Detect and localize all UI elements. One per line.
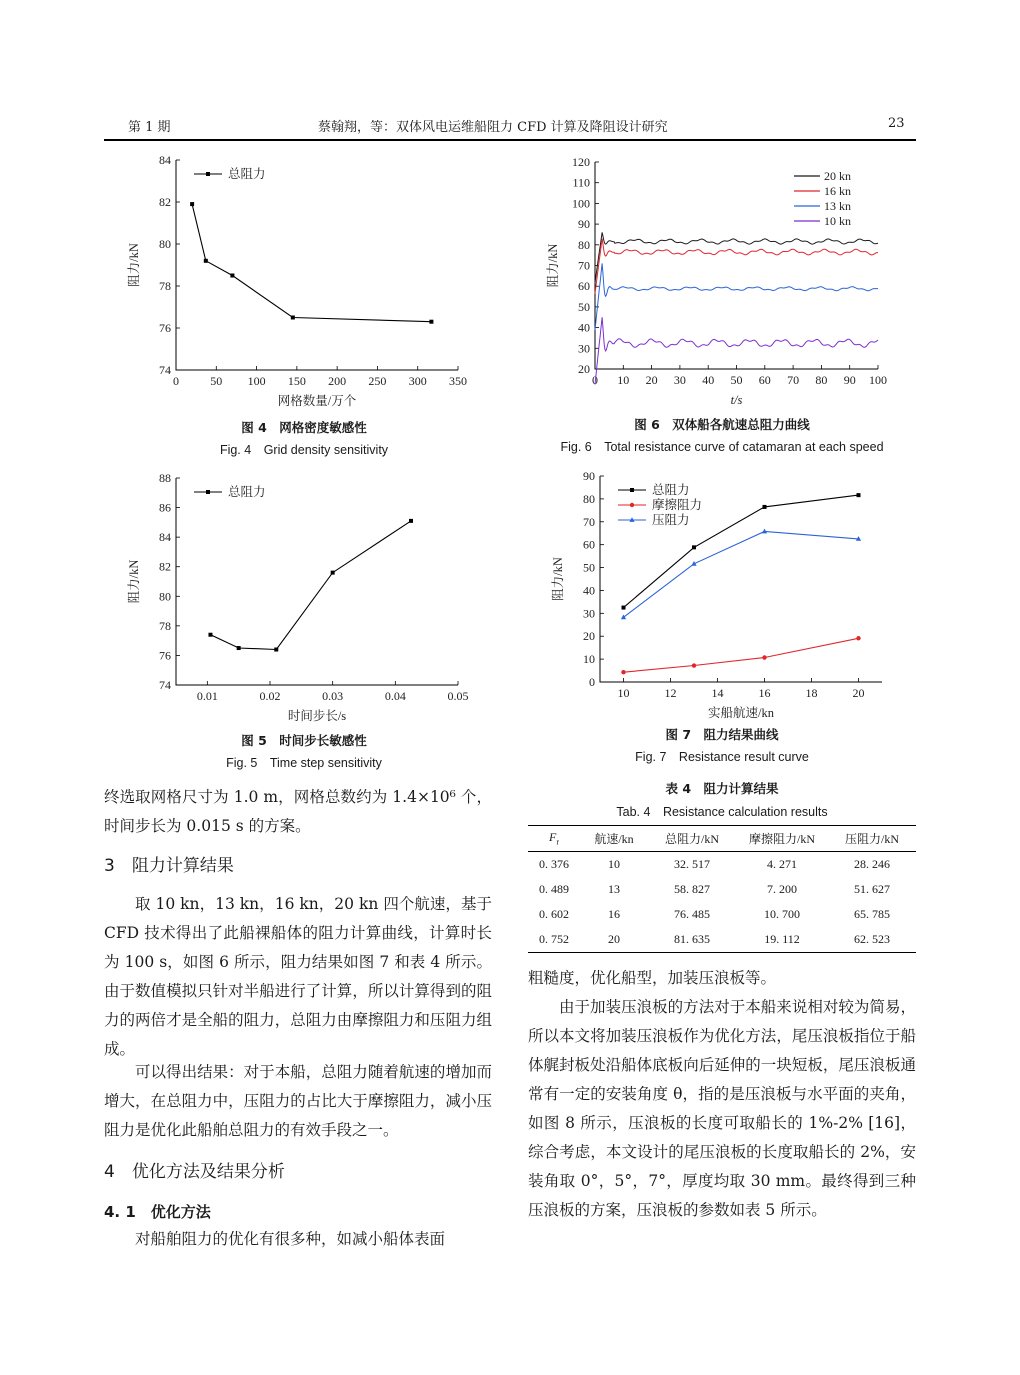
cell: 16 — [608, 907, 620, 921]
x-tick-label: 40 — [702, 373, 715, 387]
cell: 58. 827 — [674, 882, 710, 896]
cell: 10 — [608, 857, 620, 871]
paragraph-stern-plate: 由于加装压浪板的方法对于本船来说相对较为简易，所以本文将加装压浪板作为优化方法，尾压浪板指位于船体艉封板处沿船体底板向后延伸的一块短板，尾压浪板通常有一定的安装角度 θ，指的是压浪板与水平面的夹角，如图 8 所示，压浪板的长度可取船长的 1%-2% [16]，综合考虑，本文设计的尾压浪板的长度取船长的 2%，安装角取 0°，5°，7°，厚度均取 30 mm。最终得到三种压浪板的方案，压浪板的参数如表 5 所示。 — [528, 998, 916, 1219]
y-tick-label: 82 — [159, 559, 171, 574]
x-tick-label: 10 — [617, 373, 630, 387]
data-point — [762, 655, 766, 659]
axis-frame — [600, 476, 882, 682]
cell: 13 — [608, 882, 620, 896]
x-tick-label: 30 — [673, 373, 686, 387]
x-tick-label: 0 — [173, 374, 179, 388]
y-tick-label: 84 — [159, 530, 171, 545]
series-line — [624, 531, 859, 617]
y-tick-label: 80 — [159, 589, 171, 604]
y-tick-label: 60 — [583, 537, 595, 552]
cell: 20 — [580, 927, 648, 953]
x-tick-label: 20 — [645, 373, 658, 387]
cell: 81. 635 — [648, 927, 736, 953]
cell: 4. 271 — [767, 857, 797, 871]
data-point — [856, 636, 860, 640]
cell: 51. 627 — [854, 882, 890, 896]
axis-frame — [176, 478, 458, 685]
col-fr-sub: r — [556, 837, 559, 847]
y-tick-label: 110 — [572, 175, 590, 190]
y-tick-label: 70 — [578, 258, 590, 273]
y-tick-label: 84 — [159, 153, 171, 167]
fig7-caption-en: Fig. 7 Resistance result curve — [635, 750, 809, 764]
y-tick-label: 86 — [159, 500, 171, 515]
page-number: 23 — [888, 116, 905, 131]
x-axis-label: t/s — [730, 393, 743, 407]
y-tick-label: 10 — [583, 652, 595, 667]
y-tick-label: 120 — [572, 155, 590, 169]
x-tick-label: 0.03 — [322, 689, 344, 703]
y-tick-label: 90 — [583, 469, 595, 483]
paragraph-results: 取 10 kn，13 kn，16 kn，20 kn 四个航速，基于 CFD 技术得出了此船裸船体的阻力计算曲线，计算时长为 100 s，如图 6 所示，阻力结果如图 7 和表 4 所示。由于数值模拟只针对半船进行了计算，所以计算得到的阻力的两倍才是全船的阻力，总阻力由摩擦阻力和压阻力组成。 — [104, 895, 492, 1058]
legend-label: 16 kn — [824, 184, 851, 198]
y-tick-label: 88 — [159, 471, 171, 485]
paragraph-conclusion: 可以得出结果：对于本船，总阻力随着航速的增加而增大，在总阻力中，压阻力的占比大于摩擦阻力，减小压阻力是优化此船舶总阻力的有效手段之一。 — [104, 1063, 492, 1139]
y-tick-label: 40 — [583, 583, 595, 598]
legend-label: 总阻力 — [652, 483, 690, 497]
series-line — [595, 232, 878, 283]
y-tick-label: 30 — [578, 341, 590, 356]
y-tick-label: 82 — [159, 195, 171, 209]
table-row — [528, 902, 916, 927]
fig5-chart — [104, 466, 504, 728]
series-line — [595, 263, 878, 330]
y-tick-label: 80 — [578, 237, 590, 252]
legend-label: 总阻力 — [228, 167, 266, 181]
cell: 10. 700 — [764, 907, 800, 921]
fig7-chart — [540, 464, 916, 720]
col-fr — [528, 826, 580, 852]
data-point — [291, 316, 295, 320]
section-3-heading: 3 阻力计算结果 — [104, 856, 234, 876]
y-axis-label: 阻力/kN — [127, 243, 141, 287]
x-tick-label: 100 — [247, 374, 266, 388]
cell: 76. 485 — [674, 907, 710, 921]
x-tick-label: 0 — [592, 373, 598, 387]
legend-label: 10 kn — [824, 214, 851, 228]
y-tick-label: 50 — [583, 560, 595, 575]
x-tick-label: 18 — [805, 686, 818, 700]
table-row — [528, 852, 916, 878]
col-friction: 摩擦阻力/kN — [736, 826, 828, 852]
cell: 0. 602 — [539, 907, 569, 921]
data-point — [763, 505, 767, 509]
fig5-caption-en: Fig. 5 Time step sensitivity — [226, 756, 382, 770]
x-tick-label: 200 — [328, 374, 347, 388]
fig5-caption-zh: 图 5 时间步长敏感性 — [241, 733, 367, 748]
data-point — [857, 493, 861, 497]
x-tick-label: 60 — [758, 373, 771, 387]
y-tick-label: 80 — [583, 491, 595, 506]
data-point — [206, 172, 210, 176]
table4-title-en: Tab. 4 Resistance calculation results — [616, 805, 828, 819]
data-point — [622, 606, 626, 610]
legend-label: 总阻力 — [228, 485, 266, 499]
axis-frame — [176, 160, 458, 370]
cell: 7. 200 — [767, 882, 797, 896]
table4-title-zh: 表 4 阻力计算结果 — [665, 781, 779, 796]
y-tick-label: 0 — [589, 675, 595, 689]
x-tick-label: 100 — [869, 373, 887, 387]
table4 — [528, 825, 916, 953]
cell: 0. 752 — [528, 927, 580, 953]
y-tick-label: 20 — [583, 629, 595, 644]
col-fr-main: F — [548, 830, 557, 845]
data-point — [692, 545, 696, 549]
legend-label: 20 kn — [824, 169, 851, 183]
y-tick-label: 76 — [159, 648, 171, 663]
y-tick-label: 40 — [578, 320, 590, 335]
fig4-caption-en: Fig. 4 Grid density sensitivity — [219, 443, 389, 457]
x-tick-label: 50 — [730, 373, 743, 387]
y-tick-label: 70 — [583, 514, 595, 529]
fig4-chart — [104, 148, 504, 418]
x-tick-label: 16 — [758, 686, 771, 700]
data-point — [692, 663, 696, 667]
cell: 19. 112 — [736, 927, 828, 953]
fig7-caption-zh: 图 7 阻力结果曲线 — [665, 727, 779, 742]
y-tick-label: 60 — [578, 279, 590, 294]
x-tick-label: 70 — [787, 373, 800, 387]
x-tick-label: 350 — [449, 374, 467, 388]
fig6-caption-en: Fig. 6 Total resistance curve of catamaran at each speed — [560, 440, 884, 454]
fig4-caption-zh: 图 4 网格密度敏感性 — [241, 420, 367, 435]
legend-label: 摩擦阻力 — [652, 498, 703, 512]
data-point — [630, 488, 634, 492]
fig6-caption-zh: 图 6 双体船各航速总阻力曲线 — [634, 417, 810, 432]
x-tick-label: 10 — [617, 686, 630, 700]
y-tick-label: 100 — [572, 196, 590, 211]
data-point — [204, 259, 208, 263]
table-row — [528, 877, 916, 902]
col-speed: 航速/kn — [580, 826, 648, 852]
y-tick-label: 20 — [578, 362, 590, 376]
x-tick-label: 20 — [852, 686, 865, 700]
x-tick-label: 0.05 — [447, 689, 469, 703]
x-tick-label: 250 — [368, 374, 387, 388]
data-point — [409, 519, 413, 523]
x-tick-label: 150 — [287, 374, 306, 388]
data-point — [190, 202, 194, 206]
table-header-row — [528, 826, 916, 852]
data-point — [230, 274, 234, 278]
series-line — [624, 638, 859, 672]
table-row — [528, 927, 916, 953]
paragraph-optimization: 对船舶阻力的优化有很多种，如减小船体表面 — [135, 1230, 446, 1248]
x-tick-label: 0.02 — [259, 689, 281, 703]
data-point — [237, 646, 241, 650]
fig6-chart — [540, 150, 916, 412]
cell: 0. 489 — [539, 882, 569, 896]
y-axis-label: 阻力/kN — [546, 243, 560, 288]
x-tick-label: 0.01 — [196, 689, 218, 703]
col-total: 总阻力/kN — [648, 826, 736, 852]
data-point — [208, 633, 212, 637]
y-tick-label: 78 — [159, 618, 171, 633]
x-axis-label: 实船航速/kn — [708, 706, 774, 720]
x-tick-label: 50 — [210, 374, 223, 388]
series-line — [211, 521, 412, 650]
y-tick-label: 78 — [159, 279, 171, 293]
y-tick-label: 74 — [159, 678, 171, 692]
paragraph-methods: 粗糙度，优化船型，加装压浪板等。 — [528, 969, 777, 987]
cell: 0. 376 — [539, 857, 569, 871]
x-tick-label: 12 — [664, 686, 677, 700]
data-point — [331, 571, 335, 575]
data-point — [621, 670, 625, 674]
paragraph-mesh-choice: 终选取网格尺寸为 1.0 m，网格总数约为 1.4×10⁶ 个，时间步长为 0.015 s 的方案。 — [104, 788, 492, 835]
series-line — [595, 239, 878, 294]
section-4-heading: 4 优化方法及结果分析 — [104, 1162, 285, 1182]
y-tick-label: 80 — [159, 237, 171, 251]
x-axis-label: 时间步长/s — [287, 709, 347, 723]
x-tick-label: 300 — [408, 374, 427, 388]
x-tick-label: 0.04 — [384, 689, 406, 703]
issue-number: 第 1 期 — [128, 120, 171, 135]
data-point — [429, 320, 433, 324]
x-tick-label: 80 — [815, 373, 828, 387]
section-4-1-heading: 4. 1 优化方法 — [104, 1203, 211, 1221]
legend-label: 压阻力 — [652, 513, 690, 527]
legend-label: 13 kn — [824, 199, 851, 213]
y-tick-label: 74 — [159, 363, 171, 377]
y-tick-label: 30 — [583, 606, 595, 621]
y-axis-label: 阻力/kN — [127, 559, 141, 604]
x-axis-label: 网格数量/万个 — [277, 394, 357, 408]
y-axis-label: 阻力/kN — [551, 557, 565, 601]
data-point — [762, 529, 767, 534]
col-pressure: 压阻力/kN — [828, 826, 916, 852]
data-point — [206, 490, 210, 494]
series-line — [192, 204, 431, 322]
y-tick-label: 50 — [578, 299, 590, 314]
cell: 65. 785 — [854, 907, 890, 921]
x-tick-label: 90 — [843, 373, 856, 387]
cell: 28. 246 — [854, 857, 890, 871]
x-tick-label: 14 — [711, 686, 724, 700]
running-title: 蔡翰翔，等：双体风电运维船阻力 CFD 计算及降阻设计研究 — [318, 120, 668, 135]
cell: 32. 517 — [674, 857, 710, 871]
y-tick-label: 90 — [578, 217, 590, 232]
y-tick-label: 76 — [159, 321, 171, 335]
header-rule — [104, 139, 916, 141]
data-point — [274, 648, 278, 652]
data-point — [630, 503, 634, 507]
cell: 62. 523 — [828, 927, 916, 953]
